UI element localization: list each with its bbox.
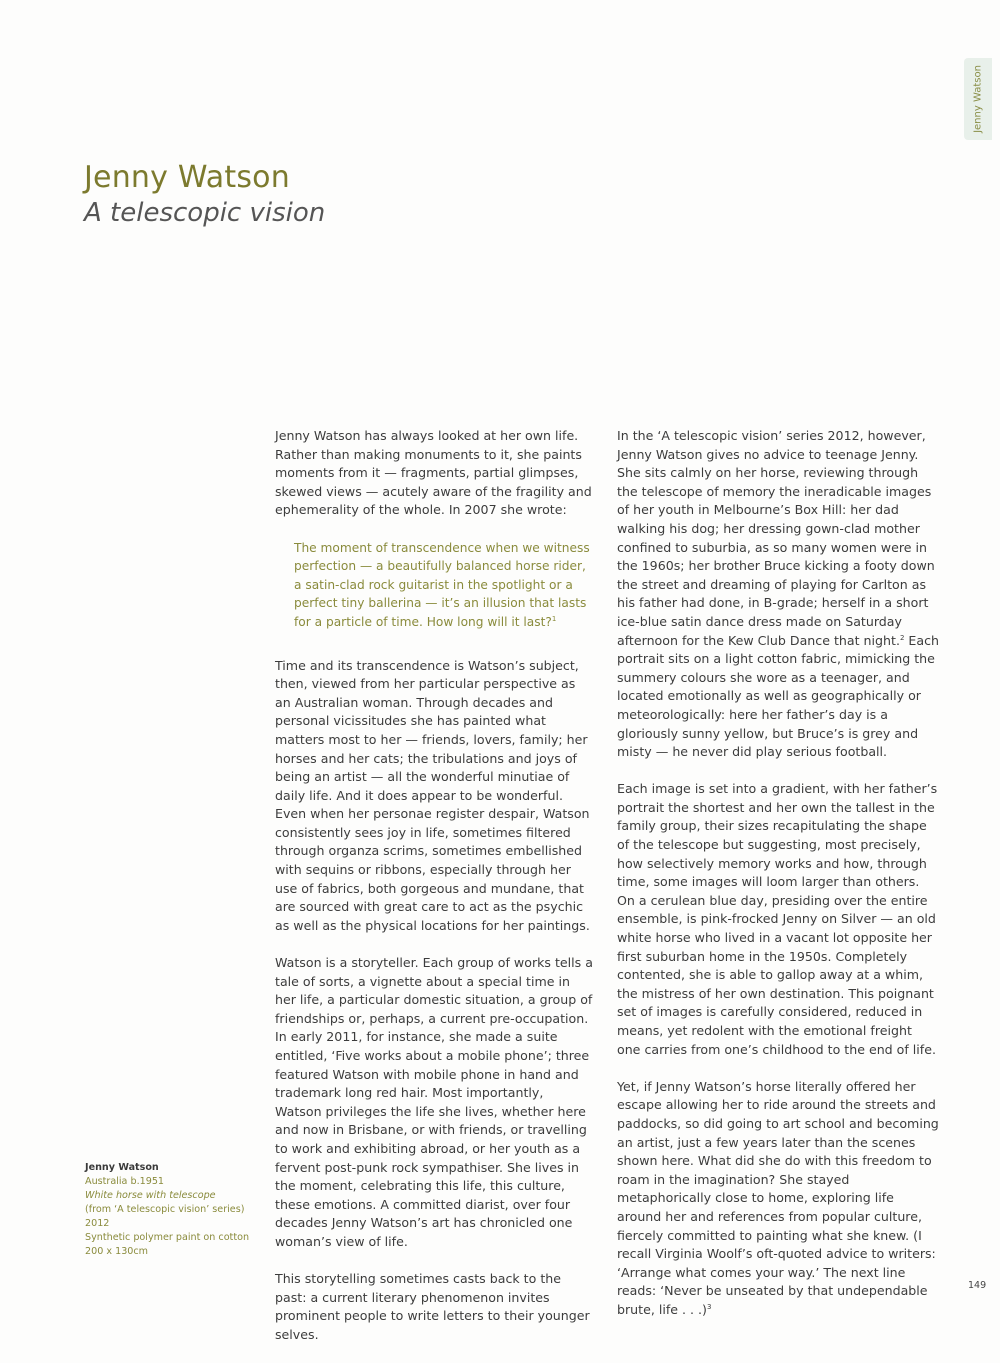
caption-medium: Synthetic polymer paint on cotton bbox=[85, 1232, 250, 1243]
caption-origin: Australia b.1951 bbox=[85, 1176, 165, 1187]
left-paragraph-3: Watson is a storyteller. Each group of works tells a tale of sorts, a vignette about a special time in her life, a particular domestic situation, a group of friendships or, perhaps, a current pre-occupation. In early 2011, for instance, she made a suite entitled, ‘Five works about a mobile phone’; three featured Watson with mobile phone in hand and trademark long red hair. Most importantly, Watson privileges the life she lives, whether here and now in Brisbane, or with friends, or travelling to work and exhibiting abroad, or her youth as a fervent post-punk rock sympathiser. She lives in the moment, celebrating this life, this culture, these emotions. A committed diarist, over four decades Jenny Watson’s art has chronicled one woman’s view of life. bbox=[275, 955, 593, 1249]
caption-work-title: White horse with telescope bbox=[85, 1190, 216, 1201]
right-paragraph-1 bbox=[617, 427, 939, 762]
left-paragraph-1: Jenny Watson has always looked at her own life. Rather than making monuments to it, she paints moments from it — fragments, partial glimpses, skewed views — acutely aware of the fragility and ephemerality of the whole. In 2007 she wrote: bbox=[275, 428, 592, 518]
right-paragraph-2: Each image is set into a gradient, with her father’s portrait the shortest and her own the tallest in the family group, their sizes recapitulating the shape of the telescope but suggesting, most precisely, how selectively memory works and how, through time, some images will loom larger than others. On a cerulean blue day, presiding over the entire ensemble, is pink-frocked Jenny on Silver — an old white horse who lived in a vacant lot opposite her first suburban home in the 1950s. Completely contented, she is able to gallop away at a whim, the mistress of her own destination. This poignant set of images is carefully considered, reduced in means, yet redolent with the emotional freight one carries from one’s childhood to the end of life. bbox=[617, 781, 938, 1057]
right-paragraph-1-continued: Each portrait sits on a light cotton fabric, mimicking the summery colours she wore as a teenager, and located emotionally as well as geographically or meteorologically: here her father’s day is a gloriously sunny yellow, but Bruce’s is grey and misty — he never did play serious football. bbox=[617, 632, 940, 760]
article-title: Jenny Watson bbox=[84, 160, 290, 195]
section-tab-label: Jenny Watson bbox=[972, 65, 984, 133]
quote-text: The moment of transcendence when we witness perfection — a beautifully balanced horse rider, a satin-clad rock guitarist in the spotlight or a perfect tiny ballerina — it’s an illusion that lasts for a particle of time. How long will it last? bbox=[294, 540, 590, 629]
caption-artist: Jenny Watson bbox=[85, 1162, 159, 1173]
footnote-ref-2: 2 bbox=[899, 633, 905, 642]
right-paragraph-1-text: In the ‘A telescopic vision’ series 2012, however, Jenny Watson gives no advice to teenage Jenny. She sits calmly on her horse, reviewing through the telescope of memory the ineradicable images of her youth in Melbourne’s Box Hill: her dad walking his dog; her dressing gown-clad mother confined to suburbia, as so many women were in the 1960s; her brother Bruce kicking a footy down the street and dreaming of playing for Carlton as his father had done, in B-grade; herself in a short ice-blue satin dance dress made on Saturday afternoon for the Kew Club Dance that night. bbox=[617, 428, 935, 648]
left-paragraph-4: This storytelling sometimes casts back to the past: a current literary phenomenon invites prominent people to write letters to their younger selves. bbox=[275, 1271, 590, 1342]
pull-quote bbox=[294, 539, 593, 632]
left-paragraph-2: Time and its transcendence is Watson’s subject, then, viewed from her particular perspective as an Australian woman. Through decades and personal vicissitudes she has painted what matters most to her — friends, lovers, family; her horses and her cats; the tribulations and joys of being an artist — all the wonderful minutiae of daily life. And it does appear to be wonderful. Even when her personae register despair, Watson consistently sees joy in life, sometimes filtered through organza scrims, sometimes embellished with sequins or ribbons, especially through her use of fabrics, both gorgeous and mundane, that are sourced with great care to act as the psychic as well as the physical locations for her paintings. bbox=[275, 657, 590, 933]
caption-series: (from ‘A telescopic vision’ series) 2012 bbox=[85, 1204, 245, 1229]
article-subtitle: A telescopic vision bbox=[84, 198, 326, 228]
right-paragraph-3-text: Yet, if Jenny Watson’s horse literally offered her escape allowing her to ride around the streets and paddocks, so did going to art school and becoming an artist, just a few years later than the scenes shown here. What did she do with this freedom to roam in the imagination? She stayed metaphorically close to home, exploring life around her and references from popular culture, fiercely committed to painting what she knew. (I recall Virginia Woolf’s oft-quoted advice to writers: ‘Arrange what comes your way.’ The next line reads: ‘Never be unseated by that undependable brute, life . . .) bbox=[617, 1078, 939, 1317]
section-tab bbox=[964, 58, 992, 140]
right-column bbox=[617, 427, 939, 1338]
footnote-ref-3: 3 bbox=[706, 1302, 712, 1311]
image-caption bbox=[85, 1161, 265, 1259]
caption-size: 200 x 130cm bbox=[85, 1246, 149, 1257]
left-column bbox=[275, 427, 593, 1363]
footnote-ref-1: 1 bbox=[551, 614, 557, 623]
page-number: 149 bbox=[968, 1280, 987, 1291]
right-paragraph-3 bbox=[617, 1078, 939, 1320]
